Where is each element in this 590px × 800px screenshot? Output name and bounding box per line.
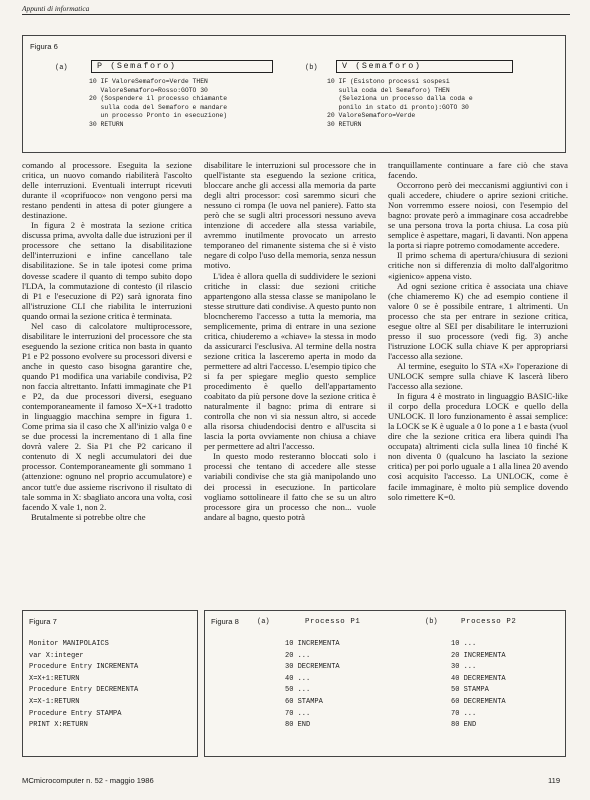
footer-magazine: MCmicrocomputer n. 52 - maggio 1986 (22, 776, 154, 785)
figure-6b-tag: (b) (305, 64, 318, 72)
figure-6a-title: P (Semaforo) (91, 60, 273, 73)
paragraph: In questo modo resteranno bloccati solo i processi che tentano di accedere alle stesse variabili condivise che sta già manipolando uno dei processi in esecuzione. In particolare vogliamo sottolineare il fatto che se su un altro processore gira un processo che non... vuole andare al bagno, questo potrà (204, 451, 376, 522)
paragraph: Al termine, eseguito lo STA «X» l'operazione di UNLOCK sempre sulla chiave K lascerà libero l'accesso alla sezione. (388, 360, 568, 392)
figure-7-label: Figura 7 (29, 617, 57, 626)
paragraph: L'idea è allora quella di suddividere le sezioni critiche in classi: due sezioni critiche appartengono alla stessa classe se manipolano le stesse strutture dati condivise. A questo punto non blocncheremo l'accesso a tutta la memoria, ma semplicemente, prima di entrare in una sezione critica, chiuderemo a «chiave» la stessa in modo da assicurarci l'esclusiva. Al termine della nostra sezione critica la lasceremo aperta in modo da permettere ad altri l'accesso. L'esempio tipico che si fa per spiegare meglio questo semplice procedimento è quello dell'appartamento coabitato da più persone dove la sezione critica è naturalmente il bagno: prima di entrare si controlla che non vi sia nessun altro, si accede alla risorsa chiudendocisi dentro e all'uscita si lascia la porta ovviamente non chiusa a chiave per permettere ad altri l'accesso. (204, 270, 376, 452)
text-column-3 (388, 160, 568, 502)
paragraph: disabilitare le interruzioni sul processore che in quell'istante sta eseguendo la sezione critica, bloccare anche gli accessi alla memoria da parte degli altri processor: così saremmo sicuri che nessuno ci rompa (le uova nel paniere). Fatto sta però che se sugli altri processori nessuno aveva intenzione di accedere alla stessa variabile, avremmo inutilmente provocato un arresto temporaneo del rimanente sistema che si è visto negare di colpo l'uso della memoria, senza nessun motivo. (204, 160, 376, 271)
figure-6b-title: V (Semaforo) (336, 60, 513, 73)
figure-6b-code: 10 IF (Esistono processi sospesi sulla coda del Semaforo) THEN (Seleziona un processo dalla coda e ponilo in stato di pronto):GOTO 30 20 ValoreSemaforo=Verde 30 RETURN (327, 78, 473, 128)
section-header: Appunti di informatica (22, 4, 90, 13)
figure-7-code: Monitor MANIPOLAICS var X:integer Procedure Entry INCREMENTA X=X+1:RETURN Procedure Entry DECREMENTA X=X-1:RETURN Procedure Entry STAMPA PRINT X:RETURN (29, 640, 139, 730)
figure-8-label: Figura 8 (211, 617, 239, 626)
figure-8b-title: Processo P2 (461, 618, 517, 626)
paragraph: Il primo schema di apertura/chiusura di sezioni critiche non si differenzia di molto dall'algoritmo «igienico» appena visto. (388, 250, 568, 281)
figure-6a-code: 10 IF ValoreSemaforo=Verde THEN ValoreSemaforo=Rosso:GOTO 30 20 (Sospendere il processo chiamante sulla coda del Semaforo e mandare un processo Pronto in esecuzione) 30 RETURN (89, 78, 228, 128)
figure-8a-code: 10 INCREMENTA 20 ... 30 DECREMENTA 40 ... 50 ... 60 STAMPA 70 ... 80 END (285, 640, 340, 730)
figure-8b-tag: (b) (425, 618, 438, 626)
paragraph: Occorrono però dei meccanismi aggiuntivi con i quali accedere, chiudere o aprire sezioni critiche. Non vorremmo essere noiosi, con l'esempio del bagno: provate però a immaginare cosa accadrebbe se una persona trova la porta chiusa. La cosa più semplice è aspettare, magari, lì davanti. Non appena la porta si riapre potremo comodamente accedere. (388, 180, 568, 251)
paragraph: In figura 4 è mostrato in linguaggio BASIC-like il corpo della procedura LOCK e quello della UNLOCK. Il loro funzionamento è assai semplice: la LOCK se K è uguale a 0 lo pone a 1 e basta (vuol dire che la sezione critica era libera quindi l'ha occupata) altrimenti cicla sulla linea 10 finché K non diventa 0 (qualcuno ha lasciato la sezione critica) per poi porlo uguale a 1 alla linea 20 avendo così acquisito l'accesso. La UNLOCK, come è facile immaginare, è molto più semplice dovendo solo rimettere K=0. (388, 391, 568, 502)
page-number: 119 (548, 776, 561, 785)
figure-8a-title: Processo P1 (305, 618, 361, 626)
figure-6-label: Figura 6 (30, 42, 58, 51)
figure-6a-tag: (a) (55, 64, 68, 72)
paragraph: Nel caso di calcolatore multiprocessore, disabilitare le interruzioni del processore che sta eseguendo la sezione critica non basta in quanto P1 e P2 possono evolvere su processori diversi e anche in questo caso bisogna garantire che, quando P1 modifica una variabile condivisa, P2 non faccia altrettanto. Infatti immaginate che P1 e P2, da due processori diversi, eseguano contemporaneamente il famoso X=X+1 tradotto in linguaggio macchina sempre in figura 1. Come prima sia il caso che X all'inizio valga 0 e se due processi la incrementano di 1 alla fine dovrà valere 2. Sia P1 che P2 caricano il contenuto di X negli accumulatori dei due processor. Contemporaneamente gli sommano 1 (attenzione: ognuno nel proprio accumulatore) e ancor tutt'e due assieme riscrivono il risultato di tale somma in X: sbagliato ancora una volta, così facendo X vale 1, non 2. (22, 320, 192, 512)
text-column-1 (22, 160, 192, 522)
figure-8 (204, 610, 566, 757)
figure-8a-tag: (a) (257, 618, 270, 626)
paragraph: tranquillamente continuare a fare ciò che stava facendo. (388, 160, 568, 181)
figure-6 (22, 35, 566, 153)
header-rule (22, 14, 570, 15)
paragraph: comando al processore. Eseguita la sezione critica, un nuovo comando riabiliterà l'ascolto delle interruzioni. Eventuali interrupt ricevuti durante il «coprifuoco» non vengono persi ma restano pendenti in attesa di poter giungere a destinazione. (22, 160, 192, 221)
paragraph: In figura 2 è mostrata la sezione critica discussa prima, avvolta dalle due istruzioni per il processore che settano la disabilitazione dell'interruzioni e infine cancellano tale disabilitazione. Se in tale ipotesi come prima dovesse scadere il quanto di tempo subito dopo l'LDA, la commutazione di contesto (il rilascio di P1 e l'esecuzione di P2) sarà ignorata fino all'istruzione CLI che riabilita le interruzioni quando ormai la sezione critica è terminata. (22, 220, 192, 321)
text-column-2 (204, 160, 376, 522)
paragraph: Brutalmente si potrebbe oltre che (31, 511, 146, 522)
paragraph: Ad ogni sezione critica è associata una chiave (che chiameremo K) che ad esempio contiene il valore 0 se è possibile entrare, 1 altrimenti. Un processo che sta per entrare in sezione critica, esegue oltre al SEI per disabilitare le interruzioni presso il suo processore (vedi fig. 3) anche l'istruzione LOCK sulla chiave K per appropriarsi l'accesso alla sezione. (388, 280, 568, 361)
figure-7 (22, 610, 198, 757)
figure-8b-code: 10 ... 20 INCREMENTA 30 ... 40 DECREMENTA 50 STAMPA 60 DECREMENTA 70 ... 80 END (451, 640, 506, 730)
